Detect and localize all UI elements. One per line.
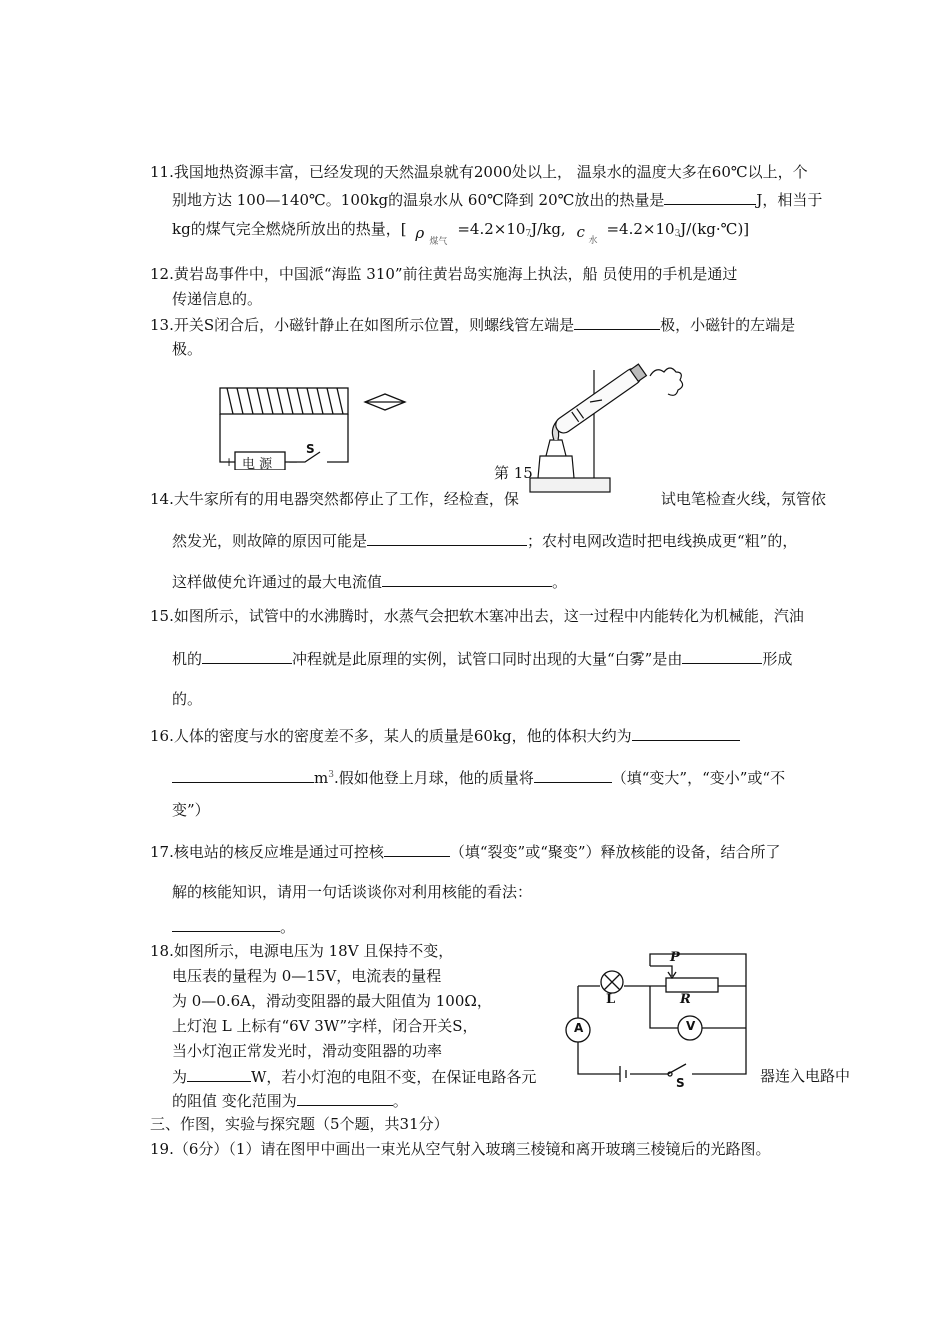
q19-line1: 19.（6分）（1）请在图甲中画出一束光从空气射入玻璃三棱镜和离开玻璃三棱镜后的光路图。: [150, 1140, 771, 1158]
q11-line1: 11.我国地热资源丰富，已经发现的天然温泉就有2000处以上， 温泉水的温度大多在60℃以上，个: [150, 163, 808, 181]
q17-line1: 17.核电站的核反应堆是通过可控核 （填“裂变”或“聚变”）释放核能的设备，结合所了: [150, 843, 781, 861]
fig15-caption: 第 15: [494, 464, 533, 482]
q18-line6: 为 W，若小灯泡的电阻不变，在保证电路各元: [172, 1068, 537, 1086]
q17-blank-reaction[interactable]: [384, 842, 450, 857]
q14-line2: 然发光，则故障的原因可能是 ；农村电网改造时把电线换成更“粗”的，: [172, 532, 798, 550]
rheostat-label: R: [680, 992, 691, 1007]
q15-line3: 的。: [172, 690, 203, 708]
q16-line1: 16.人体的密度与水的密度差不多，某人的质量是60kg，他的体积大约为: [150, 726, 740, 745]
q14-blank-current[interactable]: [382, 572, 552, 587]
q11-line3: kg的煤气完全燃烧所放出的热量，[ ρ 煤气 $=4.2\times 10^7J/kg$, c 水 $=4.2\times 10^3J/(kg\cdot℃)$]: [172, 216, 749, 238]
switch-label: S: [676, 1076, 685, 1090]
q13-line1: 13.开关S闭合后，小磁针静止在如图所示位置，则螺线管左端是 极，小磁针的左端是: [150, 316, 796, 334]
q11-blank-heat[interactable]: [664, 190, 756, 205]
rheostat-circuit-figure: [560, 948, 760, 1083]
q16-blank-mass[interactable]: [534, 768, 612, 783]
q14-line1: 14.大牛家所有的用电器突然都停止了工作，经检查，保 试电笔检查火线，氖管依: [150, 490, 826, 508]
ammeter-label: A: [574, 1021, 584, 1035]
q18-blank-range[interactable]: [297, 1091, 393, 1106]
q15-line2: 机的 冲程就是此原理的实例，试管口同时出现的大量“白雾”是由 形成: [172, 650, 793, 668]
q18-line1: 18.如图所示，电源电压为 18V 且保持不变，: [150, 942, 454, 960]
q18-line5: 当小灯泡正常发光时，滑动变阻器的功率: [172, 1042, 443, 1060]
q14-line3: 这样做使允许通过的最大电流值 。: [172, 573, 568, 591]
q16-blank-volume-b[interactable]: [172, 768, 314, 783]
q17-line2: 解的核能知识，请用一句话谈谈你对利用核能的看法：: [172, 883, 533, 901]
q16-line2: $m^3$.假如他登上月球，他的质量将 （填“变大”，“变小”或“不: [172, 766, 785, 787]
q16-line3: 变”）: [172, 801, 210, 819]
fig-switch-label: S: [306, 442, 315, 456]
q14-blank-fault[interactable]: [367, 531, 527, 546]
lamp-label: L: [606, 992, 616, 1007]
q17-blank-opinion[interactable]: [172, 917, 280, 932]
fig-power-label: 电 源: [242, 457, 273, 472]
q12-line2: 传递信息的。: [172, 290, 263, 308]
q18-line6-right: 器连入电路中: [760, 1067, 851, 1085]
q13-blank-pole[interactable]: [574, 315, 660, 330]
q12-line1: 12.黄岩岛事件中，中国派“海监 310”前往黄岩岛实施海上执法，船 员使用的手机是通过: [150, 265, 738, 283]
q18-line7: 的阻值 变化范围为 。: [172, 1092, 408, 1110]
voltmeter-label: V: [686, 1019, 696, 1033]
fig-plus-sign: +: [224, 455, 235, 469]
q18-line4: 上灯泡 L 上标有“6V 3W”字样，闭合开关S，: [172, 1017, 478, 1035]
q17-line3: 。: [172, 917, 295, 936]
q15-blank-stroke[interactable]: [202, 649, 292, 664]
q18-blank-power[interactable]: [187, 1067, 251, 1082]
q18-line3: 为 0—0.6A，滑动变阻器的最大阻值为 100Ω，: [172, 992, 492, 1010]
section3-heading: 三、作图，实验与探究题（5个题，共31分）: [150, 1115, 449, 1133]
q16-blank-volume-a[interactable]: [632, 726, 740, 741]
q18-line2: 电压表的量程为 0—15V，电流表的量程: [172, 967, 442, 985]
q15-blank-fog[interactable]: [682, 649, 762, 664]
q13-line2: 极。: [172, 340, 203, 358]
rheostat-slider-label: P: [670, 950, 680, 965]
rho-symbol: ρ 煤气: [415, 224, 448, 247]
q11-line2: 别地方达 100—140℃。100kg的温泉水从 60℃降到 20℃放出的热量是 J，相当于: [172, 191, 823, 209]
q15-line1: 15.如图所示，试管中的水沸腾时，水蒸气会把软木塞冲出去，这一过程中内能转化为机械能，汽油: [150, 607, 804, 625]
test-tube-figure: [520, 360, 690, 498]
c-symbol: c 水: [576, 223, 598, 246]
fig-minus-sign: −: [288, 455, 299, 469]
